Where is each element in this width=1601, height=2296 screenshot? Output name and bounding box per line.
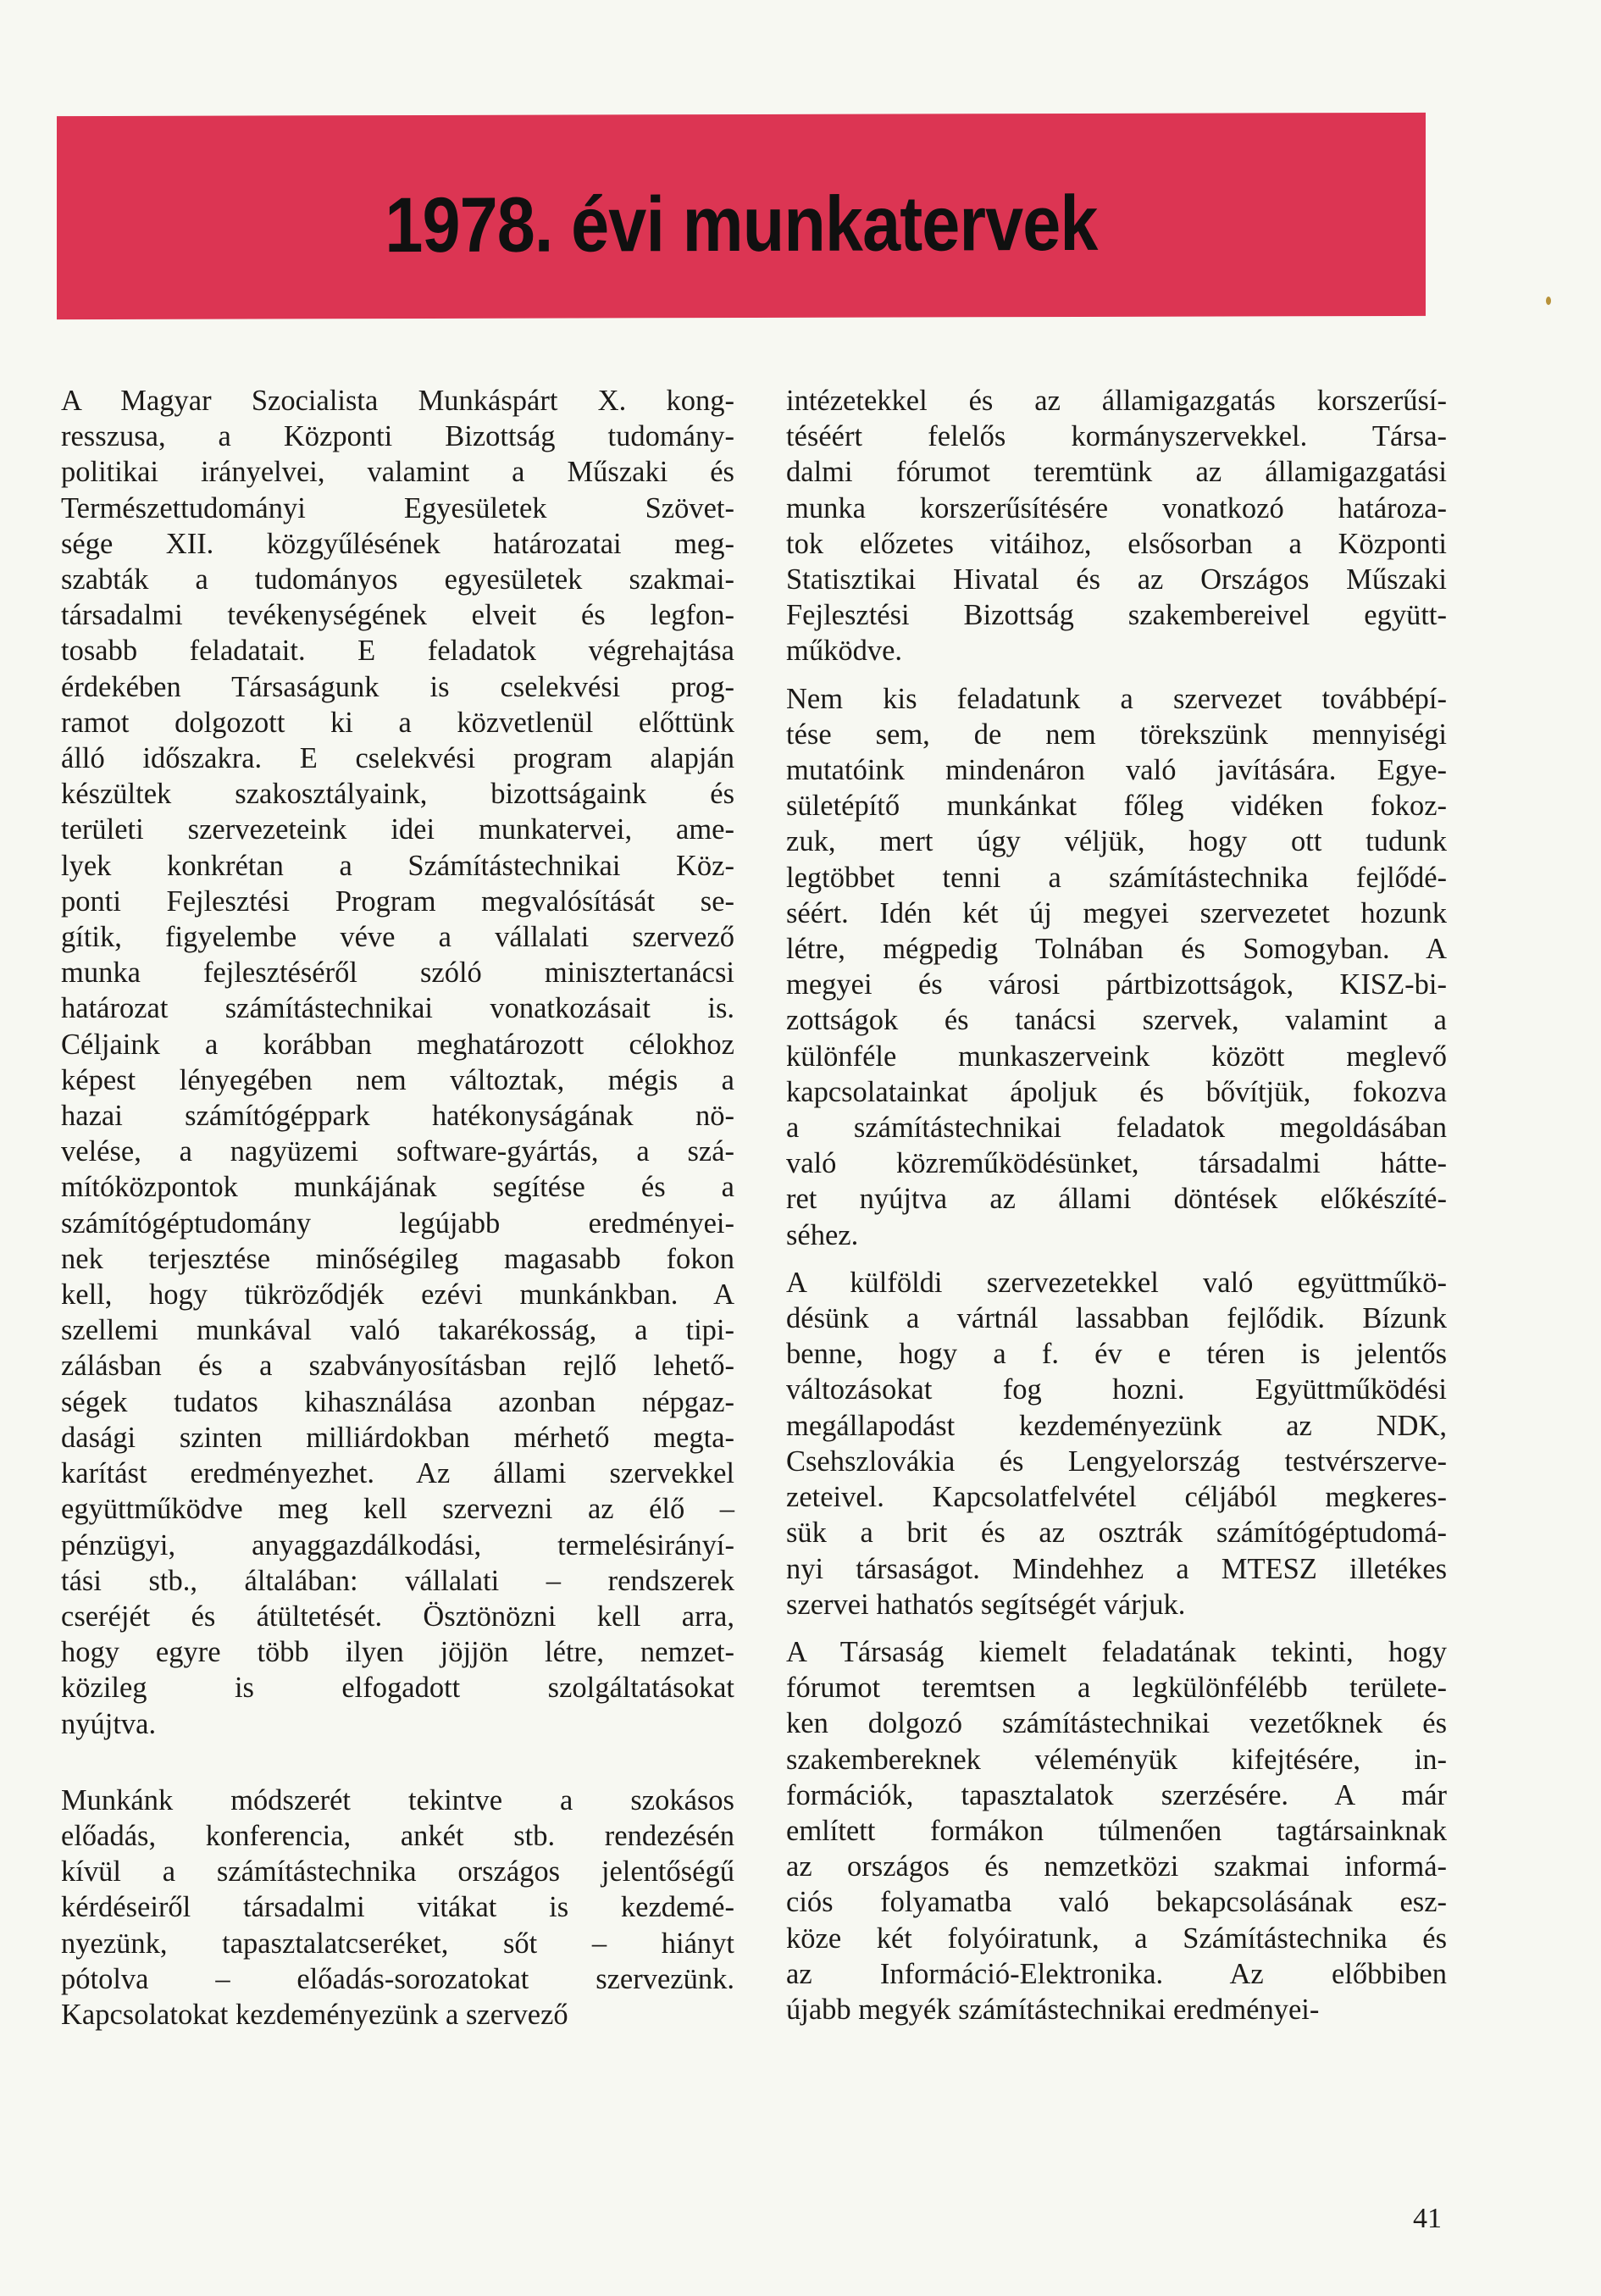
text-line: tosabb feladatait. E feladatok végrehajtása bbox=[61, 635, 734, 668]
paragraph-gap bbox=[786, 1253, 1447, 1265]
text-line: A külföldi szervezetekkel való együttműkö- bbox=[786, 1266, 1447, 1299]
text-line: tése sem, de nem törekszünk mennyiségi bbox=[786, 718, 1447, 751]
text-line: létre, mégpedig Tolnában és Somogyban. A bbox=[786, 933, 1447, 966]
text-line: A Társaság kiemelt feladatának tekinti, hogy bbox=[786, 1635, 1447, 1668]
text-line: politikai irányelvei, valamint a Műszaki és bbox=[61, 456, 734, 489]
text-line: Munkánk módszerét tekintve a szokásos bbox=[61, 1783, 734, 1816]
text-line: séért. Idén két új megyei szervezetet hozunk bbox=[786, 896, 1447, 929]
text-line: kell, hogy tükröződjék ezévi munkánkban. A bbox=[61, 1278, 734, 1312]
text-line: szakembereknek véleményük kifejtésére, in- bbox=[786, 1743, 1447, 1776]
text-line: legtöbbet tenni a számítástechnika fejlődé- bbox=[786, 861, 1447, 894]
page-number: 41 bbox=[1413, 2203, 1442, 2234]
text-line: álló időszakra. E cselekvési program alapján bbox=[61, 742, 734, 775]
text-line: említett formákon túlmenően tagtársainknak bbox=[786, 1814, 1447, 1847]
text-line: ramot dolgozott ki a közvetlenül előttünk bbox=[61, 706, 734, 739]
text-line: Céljaink a korábban meghatározott célokhoz bbox=[61, 1028, 734, 1061]
text-line: zuk, mert úgy véljük, hogy ott tudunk bbox=[786, 825, 1447, 858]
text-line: ponti Fejlesztési Program megvalósítását se- bbox=[61, 885, 734, 918]
text-line: benne, hogy a f. év e téren is jelentős bbox=[786, 1338, 1447, 1371]
text-line: ségek tudatos kihasználása azonban népgaz- bbox=[61, 1385, 734, 1418]
text-line: köze két folyóiratunk, a Számítástechnika és bbox=[786, 1922, 1447, 1955]
text-line: hogy egyre több ilyen jöjjön létre, nemzet- bbox=[61, 1636, 734, 1669]
title-banner bbox=[57, 113, 1426, 319]
paragraph bbox=[786, 681, 1447, 1253]
text-line: munka korszerűsítésére vonatkozó határoza- bbox=[786, 491, 1447, 524]
text-line: Statisztikai Hivatal és az Országos Műszaki bbox=[786, 563, 1447, 596]
paragraph bbox=[786, 1634, 1447, 2027]
text-line: tok előzetes vitáihoz, elsősorban a Központi bbox=[786, 527, 1447, 560]
text-line: Természettudományi Egyesületek Szövet- bbox=[61, 491, 734, 524]
text-line: gítik, figyelembe véve a vállalati szervező bbox=[61, 921, 734, 954]
text-line: cseréjét és átültetését. Ösztönözni kell arra, bbox=[61, 1600, 734, 1633]
text-line: hazai számítógéppark hatékonyságának nö- bbox=[61, 1100, 734, 1133]
text-line: zeteivel. Kapcsolatfelvétel céljából megkeres- bbox=[786, 1481, 1447, 1514]
text-line: velése, a nagyüzemi software-gyártás, a szá- bbox=[61, 1135, 734, 1168]
text-line: az országos és nemzetközi szakmai informá- bbox=[786, 1850, 1447, 1883]
text-line: a számítástechnikai feladatok megoldásában bbox=[786, 1112, 1447, 1145]
text-line: intézetekkel és az államigazgatás korszerűsí- bbox=[786, 385, 1447, 417]
left-column bbox=[61, 383, 734, 2033]
text-line: közileg is elfogadott szolgáltatásokat bbox=[61, 1672, 734, 1705]
text-line: működve. bbox=[786, 635, 903, 668]
text-line: ciós folyamatba való bekapcsolásának esz- bbox=[786, 1886, 1447, 1919]
text-line: területi szervezeteink idei munkatervei, ame- bbox=[61, 813, 734, 846]
text-line: való közreműködésünket, társadalmi hátte- bbox=[786, 1147, 1447, 1180]
text-line: társadalmi tevékenységének elveit és legfon- bbox=[61, 599, 734, 632]
text-line: kérdéseiről társadalmi vitákat is kezdemé- bbox=[61, 1891, 734, 1924]
text-line: együttműködve meg kell szervezni az élő – bbox=[61, 1493, 734, 1526]
text-line: pótolva – előadás-sorozatokat szervezünk. bbox=[61, 1962, 734, 1995]
text-line: zottságok és tanácsi szervek, valamint a bbox=[786, 1004, 1447, 1037]
text-line: resszusa, a Központi Bizottság tudomány- bbox=[61, 420, 734, 453]
text-line: szervei hathatós segítségét várjuk. bbox=[786, 1588, 1186, 1621]
text-line: megyei és városi pártbizottságok, KISZ-bi- bbox=[786, 968, 1447, 1001]
text-line: nyezünk, tapasztalatcseréket, sőt – hiányt bbox=[61, 1927, 734, 1960]
text-line: nyi társaságot. Mindehhez a MTESZ illetékes bbox=[786, 1552, 1447, 1585]
text-line: számítógéptudomány legújabb eredményei- bbox=[61, 1206, 734, 1240]
text-line: megállapodást kezdeményezünk az NDK, bbox=[786, 1409, 1447, 1442]
paragraph bbox=[786, 1265, 1447, 1622]
text-line: formációk, tapasztalatok szerzésére. A már bbox=[786, 1778, 1447, 1811]
text-line: Nem kis feladatunk a szervezet továbbépí- bbox=[786, 682, 1447, 715]
text-line: szellemi munkával való takarékosság, a tipi- bbox=[61, 1314, 734, 1347]
paragraph bbox=[786, 383, 1447, 669]
text-line: kívül a számítástechnika országos jelentőségű bbox=[61, 1855, 734, 1888]
page-title: 1978. évi munkatervek bbox=[385, 180, 1098, 269]
text-line: téséért felelős kormányszervekkel. Társa- bbox=[786, 420, 1447, 453]
text-line: előadás, konferencia, ankét stb. rendezésén bbox=[61, 1819, 734, 1852]
text-line: Csehszlovákia és Lengyelország testvérszerve- bbox=[786, 1445, 1447, 1478]
text-line: szabták a tudományos egyesületek szakmai- bbox=[61, 563, 734, 596]
paragraph-gap bbox=[786, 669, 1447, 681]
text-line: pénzügyi, anyaggazdálkodási, termelésirányí- bbox=[61, 1528, 734, 1561]
paragraph bbox=[61, 1783, 734, 2033]
text-line: képest lényegében nem változtak, mégis a bbox=[61, 1063, 734, 1096]
text-line: zálásban és a szabványosításban rejlő lehető- bbox=[61, 1350, 734, 1383]
text-line: lyek konkrétan a Számítástechnikai Köz- bbox=[61, 849, 734, 882]
text-line: séhez. bbox=[786, 1218, 859, 1251]
text-line: sük a brit és az osztrák számítógéptudomá- bbox=[786, 1517, 1447, 1550]
paragraph-gap bbox=[786, 1622, 1447, 1634]
text-line: készültek szakosztályaink, bizottságaink és bbox=[61, 778, 734, 811]
text-line: különféle munkaszerveink között meglevő bbox=[786, 1040, 1447, 1073]
paragraph-gap bbox=[61, 1742, 734, 1783]
text-line: désünk a vártnál lassabban fejlődik. Bízunk bbox=[786, 1302, 1447, 1335]
text-line: mutatóink mindenáron való javítására. Egye- bbox=[786, 754, 1447, 787]
text-line: érdekében Társaságunk is cselekvési prog- bbox=[61, 670, 734, 703]
margin-mark bbox=[1546, 297, 1551, 305]
text-line: újabb megyék számítástechnikai eredményei- bbox=[786, 1993, 1320, 2026]
text-line: A Magyar Szocialista Munkáspárt X. kong- bbox=[61, 385, 734, 417]
text-line: ret nyújtva az állami döntések előkészíté- bbox=[786, 1183, 1447, 1216]
text-line: sületépítő munkánkat főleg vidéken fokoz- bbox=[786, 790, 1447, 823]
text-line: határozat számítástechnikai vonatkozásait is. bbox=[61, 992, 734, 1025]
text-line: mítóközpontok munkájának segítése és a bbox=[61, 1171, 734, 1204]
text-line: karítást eredményezhet. Az állami szervekkel bbox=[61, 1457, 734, 1490]
text-line: Kapcsolatokat kezdeményezünk a szervező bbox=[61, 1998, 568, 2031]
text-line: dalmi fórumot teremtünk az államigazgatási bbox=[786, 456, 1447, 489]
text-line: Fejlesztési Bizottság szakembereivel együtt- bbox=[786, 599, 1447, 632]
text-line: dasági szinten milliárdokban mérhető megta- bbox=[61, 1421, 734, 1454]
text-line: sége XII. közgyűlésének határozatai meg- bbox=[61, 527, 734, 560]
text-line: változásokat fog hozni. Együttműködési bbox=[786, 1373, 1447, 1406]
text-line: munka fejlesztéséről szóló minisztertanácsi bbox=[61, 957, 734, 990]
text-line: kapcsolatainkat ápoljuk és bővítjük, fokozva bbox=[786, 1075, 1447, 1108]
text-line: nek terjesztése minőségileg magasabb fokon bbox=[61, 1242, 734, 1275]
text-line: tási stb., általában: vállalati – rendszerek bbox=[61, 1564, 734, 1597]
paragraph bbox=[61, 383, 734, 1742]
text-line: az Információ-Elektronika. Az előbbiben bbox=[786, 1957, 1447, 1990]
text-line: fórumot teremtsen a legkülönfélébb területe- bbox=[786, 1672, 1447, 1705]
text-line: nyújtva. bbox=[61, 1707, 157, 1740]
right-column bbox=[786, 383, 1447, 2027]
text-line: ken dolgozó számítástechnikai vezetőknek és bbox=[786, 1707, 1447, 1740]
